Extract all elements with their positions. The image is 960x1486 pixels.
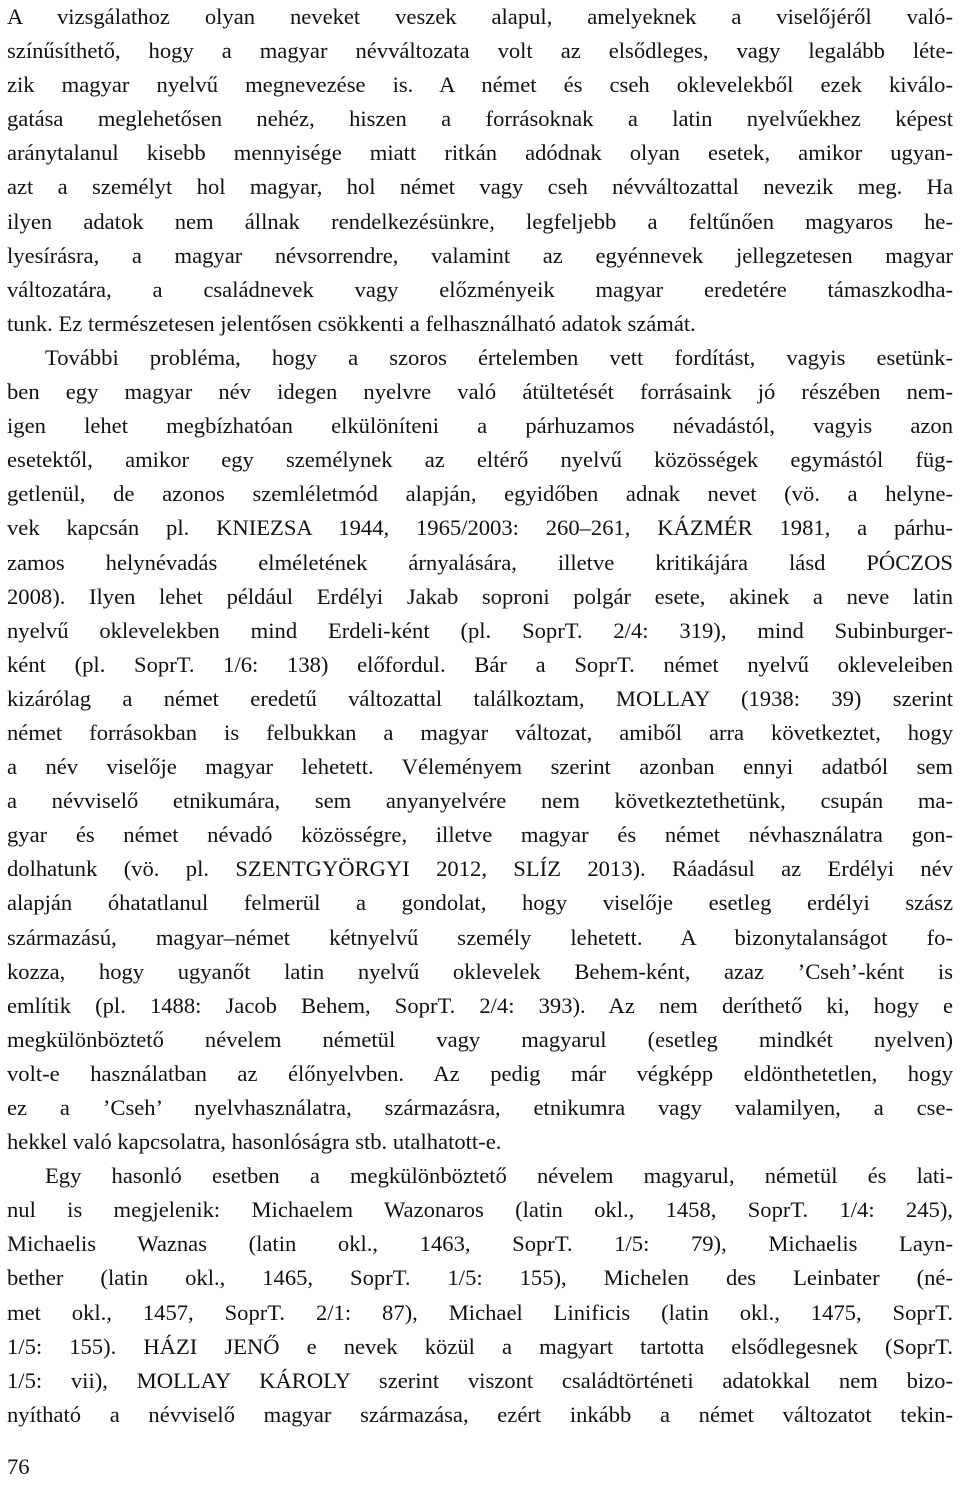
- text-line: tunk. Ez természetesen jelentősen csökkenti a felhasználható adatok számát.: [7, 310, 696, 336]
- text-line: volt-e használatban az élőnyelvben. Az pedig már végképp eldönthetetlen, hogy: [7, 1060, 953, 1086]
- paragraph: [7, 0, 953, 341]
- text-line: bether (latin okl., 1465, SoprT. 1/5: 155), Michelen des Leinbater (né-: [7, 1265, 953, 1291]
- text-line: a névviselő etnikumára, sem anyanyelvére nem következtethetünk, csupán ma-: [7, 788, 953, 814]
- text-line: dolhatunk (vö. pl. SZENTGYÖRGYI 2012, SLÍZ 2013). Ráadásul az Erdélyi név: [7, 856, 953, 882]
- text-line: lyesírásra, a magyar névsorrendre, valamint az egyénnevek jellegzetesen magyar: [7, 242, 953, 268]
- text-line: esetektől, amikor egy személynek az eltérő nyelvű közösségek egymástól füg-: [7, 447, 953, 473]
- text-line: gyar és német névadó közösségre, illetve magyar és német névhasználatra gon-: [7, 822, 953, 848]
- paragraph: [7, 1159, 953, 1432]
- text-line: nyelvű oklevelekben mind Erdeli-ként (pl. SoprT. 2/4: 319), mind Subinburger-: [7, 617, 953, 643]
- text-line: zik magyar nyelvű megnevezése is. A német és cseh oklevelekből ezek kiválo-: [7, 72, 953, 98]
- text-line: nul is megjelenik: Michaelem Wazonaros (latin okl., 1458, SoprT. 1/4: 245),: [7, 1197, 953, 1223]
- text-line: kozza, hogy ugyanőt latin nyelvű oklevelek Behem-ként, azaz ’Cseh’-ként is: [7, 958, 953, 984]
- text-line: Egy hasonló esetben a megkülönböztető névelem magyarul, németül és lati-: [45, 1163, 953, 1189]
- text-line: igen lehet megbízhatóan elkülöníteni a párhuzamos névadástól, vagyis azon: [7, 413, 953, 439]
- text-line: Michaelis Waznas (latin okl., 1463, SoprT. 1/5: 79), Michaelis Layn-: [7, 1231, 953, 1257]
- text-line: a név viselője magyar lehetett. Véleményem szerint azonban ennyi adatból sem: [7, 754, 953, 780]
- text-line: hekkel való kapcsolatra, hasonlóságra stb. utalhatott-e.: [7, 1129, 502, 1155]
- text-line: ként (pl. SoprT. 1/6: 138) előfordul. Bár a SoprT. német nyelvű okleveleiben: [7, 651, 953, 677]
- text-line: gatása meglehetősen nehéz, hiszen a forrásoknak a latin nyelvűekhez képest: [7, 106, 953, 132]
- text-line: 1/5: vii), MOLLAY KÁROLY szerint viszont családtörténeti adatokkal nem bizo-: [7, 1367, 953, 1393]
- text-line: ilyen adatok nem állnak rendelkezésünkre, legfeljebb a feltűnően magyaros he-: [7, 208, 953, 234]
- text-line: 1/5: 155). HÁZI JENŐ e nevek közül a magyart tartotta elsődlegesnek (SoprT.: [7, 1333, 953, 1359]
- text-line: alapján óhatatlanul felmerül a gondolat, hogy viselője esetleg erdélyi szász: [7, 890, 953, 916]
- text-line: változatára, a családnevek vagy előzményeik magyar eredetére támaszkodha-: [7, 276, 953, 302]
- text-line: ez a ’Cseh’ nyelvhasználatra, származásra, etnikumra vagy valamilyen, a cse-: [7, 1095, 953, 1120]
- text-line: 2008). Ilyen lehet például Erdélyi Jakab soproni polgár esete, akinek a neve latin: [7, 583, 953, 609]
- text-line: zamos helynévadás elméletének árnyalására, illetve kritikájára lásd PÓCZOS: [7, 549, 953, 575]
- text-line: azt a személyt hol magyar, hol német vagy cseh névváltozattal nevezik meg. Ha: [7, 174, 953, 200]
- text-line: vek kapcsán pl. KNIEZSA 1944, 1965/2003: 260–261, KÁZMÉR 1981, a párhu-: [7, 515, 953, 541]
- text-line: getlenül, de azonos szemléletmód alapján, egyidőben adnak nevet (vö. a helyne-: [7, 481, 953, 507]
- text-line: megkülönböztető névelem németül vagy magyarul (esetleg mindkét nyelven): [7, 1026, 953, 1052]
- text-line: színűsíthető, hogy a magyar névváltozata volt az elsődleges, vagy legalább léte-: [7, 38, 953, 64]
- text-line: aránytalanul kisebb mennyisége miatt ritkán adódnak olyan esetek, amikor ugyan-: [7, 140, 953, 166]
- body-text: [7, 0, 953, 1432]
- text-line: említik (pl. 1488: Jacob Behem, SoprT. 2/4: 393). Az nem deríthető ki, hogy e: [7, 992, 953, 1018]
- text-line: származású, magyar–német kétnyelvű személy lehetett. A bizonytalanságot fo-: [7, 924, 953, 950]
- text-line: A vizsgálathoz olyan neveket veszek alapul, amelyeknek a viselőjéről való-: [7, 4, 953, 29]
- text-line: nyítható a névviselő magyar származása, ezért inkább a német változatot tekin-: [7, 1401, 953, 1427]
- text-line: met okl., 1457, SoprT. 2/1: 87), Michael Linificis (latin okl., 1475, SoprT.: [7, 1299, 953, 1325]
- text-line: német forrásokban is felbukkan a magyar változat, amiből arra következtet, hogy: [7, 719, 953, 745]
- page-number: 76: [7, 1454, 30, 1479]
- text-line: További probléma, hogy a szoros értelemben vett fordítást, vagyis esetünk-: [45, 344, 953, 370]
- text-line: ben egy magyar név idegen nyelvre való átültetését forrásaink jó részében nem-: [7, 379, 953, 405]
- paragraph: [7, 341, 953, 1159]
- text-line: kizárólag a német eredetű változattal találkoztam, MOLLAY (1938: 39) szerint: [7, 685, 953, 711]
